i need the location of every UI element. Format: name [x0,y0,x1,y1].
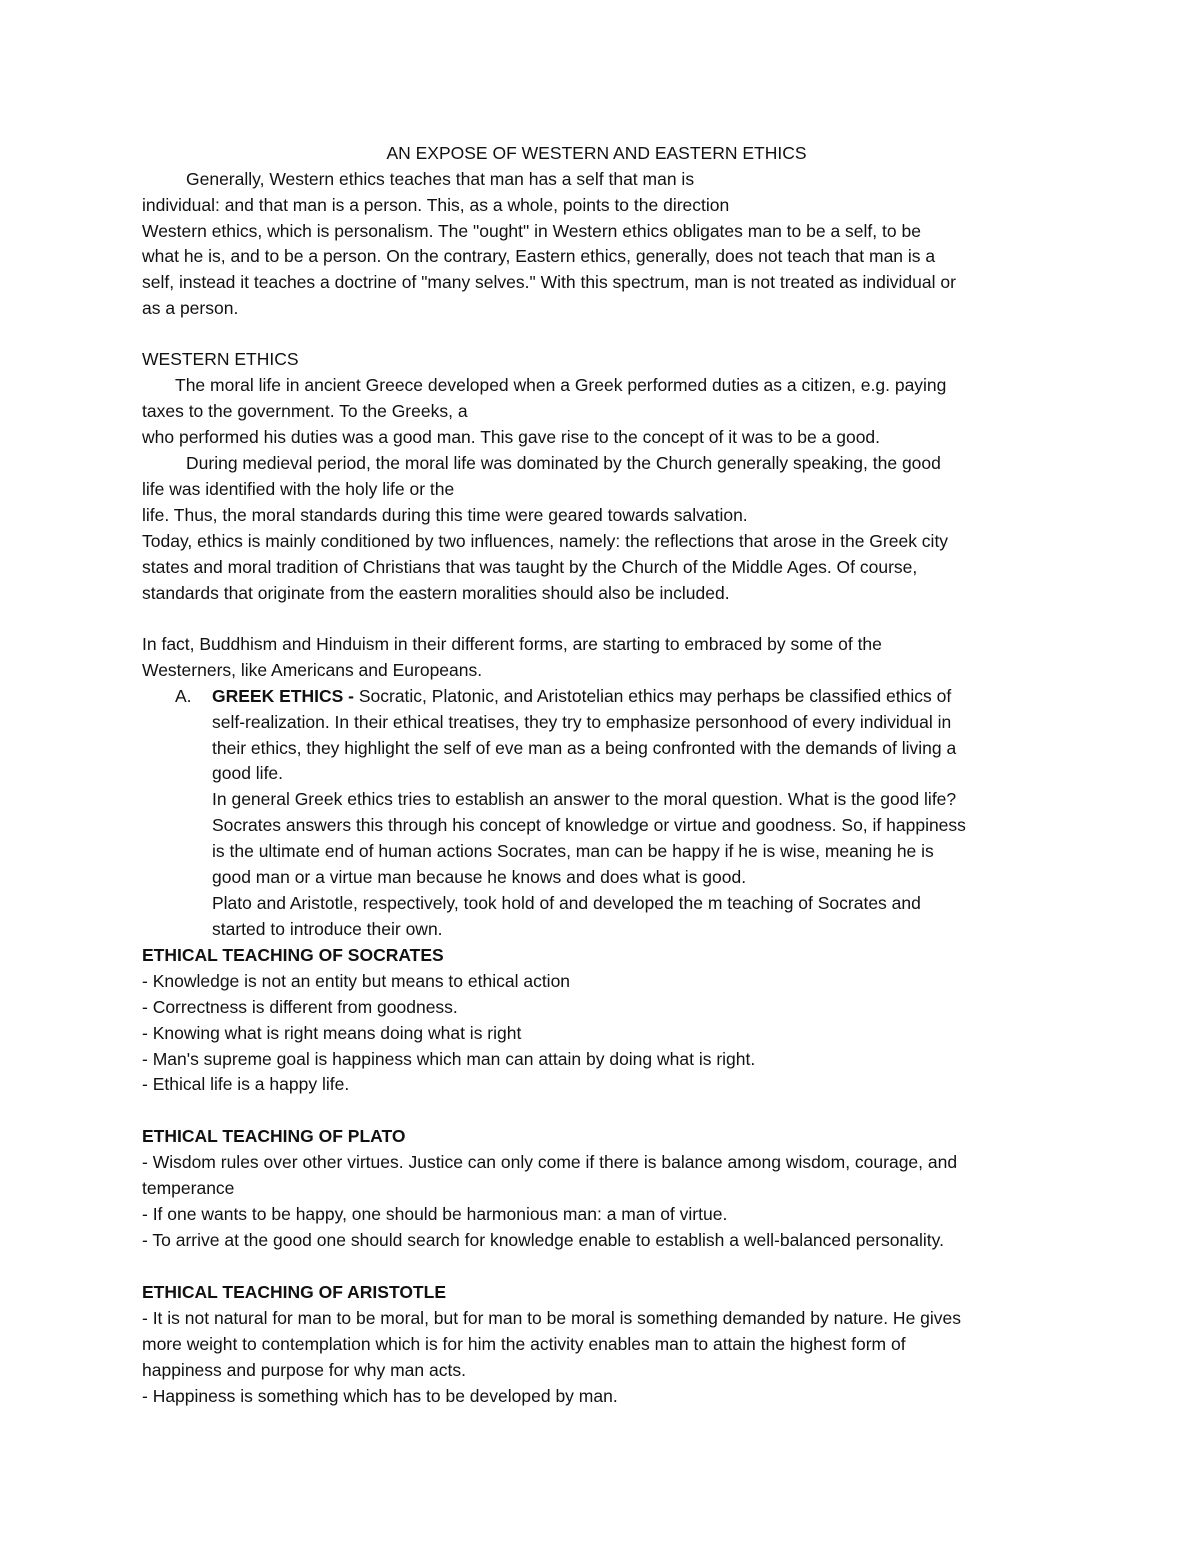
plato-heading: ETHICAL TEACHING OF PLATO [142,1126,406,1146]
aristotle-item: - Happiness is something which has to be developed by man. [142,1386,618,1406]
western-line: Today, ethics is mainly conditioned by two influences, namely: the reflections that arose in the Greek city [142,531,949,551]
plato-item: temperance [142,1178,235,1198]
socrates-item: - Ethical life is a happy life. [142,1074,350,1094]
greek-line: good man or a virtue man because he knows and does what is good. [212,867,747,887]
western-heading: WESTERN ETHICS [142,349,299,369]
greek-line: Socrates answers this through his concept of knowledge or virtue and goodness. So, if happiness [212,815,966,835]
western-line: taxes to the government. To the Greeks, a [142,401,468,421]
western-line: standards that originate from the eastern moralities should also be included. [142,583,730,603]
plato-item: - To arrive at the good one should search for knowledge enable to establish a well-balanced personality. [142,1230,944,1250]
socrates-item: - Correctness is different from goodness. [142,997,458,1017]
intro-line: Western ethics, which is personalism. The "ought" in Western ethics obligates man to be a self, to be [142,221,921,241]
intro-line: Generally, Western ethics teaches that man has a self that man is [186,169,695,189]
plato-item: - Wisdom rules over other virtues. Justice can only come if there is balance among wisdom, courage, and [142,1152,958,1172]
socrates-heading: ETHICAL TEACHING OF SOCRATES [142,945,444,965]
western-line: The moral life in ancient Greece developed when a Greek performed duties as a citizen, e.g. paying [175,375,947,395]
socrates-item: - Knowing what is right means doing what is right [142,1023,522,1043]
greek-line: started to introduce their own. [212,919,443,939]
greek-line: is the ultimate end of human actions Socrates, man can be happy if he is wise, meaning he is [212,841,934,861]
intro-line: individual: and that man is a person. This, as a whole, points to the direction [142,195,730,215]
socrates-item: - Knowledge is not an entity but means to ethical action [142,971,571,991]
socrates-item: - Man's supreme goal is happiness which man can attain by doing what is right. [142,1049,756,1069]
fact-line: In fact, Buddhism and Hinduism in their different forms, are starting to embraced by some of the [142,634,882,654]
greek-first-line-text: Socratic, Platonic, and Aristotelian ethics may perhaps be classified ethics of [353,686,952,706]
western-line: During medieval period, the moral life was dominated by the Church generally speaking, the good [186,453,941,473]
aristotle-item: - It is not natural for man to be moral, but for man to be moral is something demanded by nature. He gives [142,1308,962,1328]
greek-ethics-label: GREEK ETHICS - [212,686,354,706]
document-title: AN EXPOSE OF WESTERN AND EASTERN ETHICS [386,143,807,163]
intro-line: self, instead it teaches a doctrine of "many selves." With this spectrum, man is not treated as individual or [142,272,956,292]
greek-line: good life. [212,763,284,783]
greek-line: their ethics, they highlight the self of eve man as a being confronted with the demands of living a [212,738,957,758]
intro-line: what he is, and to be a person. On the contrary, Eastern ethics, generally, does not teach that man is a [142,246,936,266]
western-line: states and moral tradition of Christians that was taught by the Church of the Middle Ages. Of course, [142,557,918,577]
western-line: who performed his duties was a good man. This gave rise to the concept of it was to be a good. [142,427,881,447]
greek-line: Plato and Aristotle, respectively, took hold of and developed the m teaching of Socrates and [212,893,921,913]
intro-line: as a person. [142,298,239,318]
plato-item: - If one wants to be happy, one should be harmonious man: a man of virtue. [142,1204,728,1224]
aristotle-item: more weight to contemplation which is for him the activity enables man to attain the highest form of [142,1334,906,1354]
western-line: life was identified with the holy life or the [142,479,455,499]
aristotle-item: happiness and purpose for why man acts. [142,1360,466,1380]
greek-line: In general Greek ethics tries to establish an answer to the moral question. What is the good life? [212,789,957,809]
greek-line: self-realization. In their ethical treatises, they try to emphasize personhood of every individual in [212,712,952,732]
western-line: life. Thus, the moral standards during this time were geared towards salvation. [142,505,748,525]
aristotle-heading: ETHICAL TEACHING OF ARISTOTLE [142,1282,446,1302]
greek-first-line [212,683,951,709]
fact-line: Westerners, like Americans and Europeans. [142,660,483,680]
list-marker: A. [175,686,192,706]
